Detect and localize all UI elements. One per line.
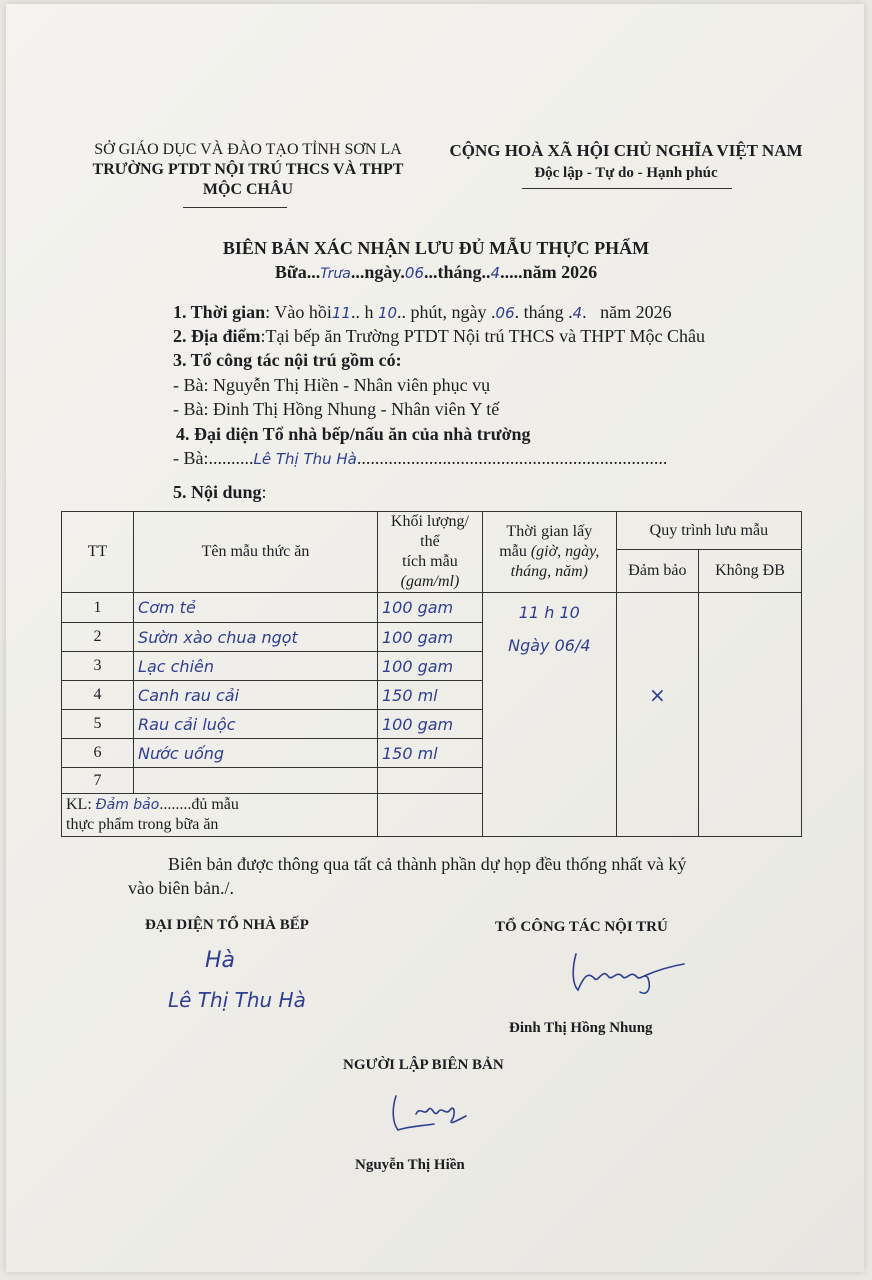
header-left-underline — [183, 207, 287, 208]
boarding-member-name: Đinh Thị Hồng Nhung — [509, 1020, 653, 1036]
section-kitchen-label: 4. Đại diện Tổ nhà bếp/nấu ăn của nhà trường — [176, 424, 531, 444]
table-row: 7 — [62, 768, 802, 794]
ok-cell — [616, 593, 698, 837]
section-location: 2. Địa điểm:Tại bếp ăn Trường PTDT Nội trú THCS và THPT Mộc Châu — [173, 326, 705, 346]
food-weight: 100 gam — [377, 710, 482, 739]
meal-date-line: Bữa...Trưa...ngày.06...tháng..4.....năm 2026 — [274, 262, 598, 282]
kitchen-rep-handwritten-name: Lê Thị Thu Hà — [168, 988, 306, 1012]
ok-mark: × — [649, 683, 666, 707]
kitchen-rep-name: Lê Thị Thu Hà — [253, 450, 357, 468]
food-sample-table — [61, 511, 802, 837]
food-name: Lạc chiên — [134, 652, 378, 681]
minute-value: 10 — [377, 304, 398, 322]
day-value-s1: 06 — [495, 304, 515, 322]
sample-time-cell — [482, 593, 616, 837]
header-sample-time: Thời gian lấy mẫu (giờ, ngày, tháng, năm) — [482, 512, 616, 593]
table-row: 6 Nước uống 150 ml — [62, 739, 802, 768]
closing-line-2: vào biên bản./. — [128, 878, 234, 898]
kitchen-signature: Hà — [205, 948, 236, 973]
kitchen-representative: - Bà:..........Lê Thị Thu Hà..................................................................... — [173, 448, 668, 468]
closing-line-1: Biên bản được thông qua tất cả thành phần dự họp đều thống nhất và ký — [168, 854, 687, 874]
section-team-label: 3. Tổ công tác nội trú gồm có: — [173, 350, 402, 370]
school-name-line2: MỘC CHÂU — [202, 181, 294, 198]
document-title: BIÊN BẢN XÁC NHẬN LƯU ĐỦ MẪU THỰC PHẨM — [222, 238, 650, 258]
food-weight: 100 gam — [377, 593, 482, 623]
month-value-s1: 4 — [572, 304, 583, 322]
department-name: SỞ GIÁO DỤC VÀ ĐÀO TẠO TỈNH SƠN LA — [94, 141, 402, 158]
header-right — [440, 140, 812, 184]
not-ok-cell — [699, 593, 802, 837]
day-value: 06 — [404, 264, 425, 282]
table-row: 1 Cơm tẻ 100 gam 11 h 10 Ngày 06/4 × — [62, 593, 802, 623]
table-row: 2 Sườn xào chua ngọt 100 gam — [62, 623, 802, 652]
boarding-signature-icon — [568, 948, 688, 998]
food-name — [134, 768, 378, 794]
meal-value: Trưa — [320, 266, 351, 282]
month-value: 4 — [490, 264, 501, 282]
sample-time: 11 h 10 — [518, 603, 580, 622]
sample-date: Ngày 06/4 — [508, 636, 591, 655]
conclusion-cell: KL: Đảm bảo........đủ mẫu thực phẩm trong bữa ăn — [62, 794, 378, 837]
recorder-name: Nguyễn Thị Hiền — [355, 1157, 465, 1173]
food-name: Sườn xào chua ngọt — [134, 623, 378, 652]
table-row: 5 Rau cải luộc 100 gam — [62, 710, 802, 739]
kitchen-rep-title: ĐẠI DIỆN TỔ NHÀ BẾP — [145, 917, 309, 933]
header-not-ok: Không ĐB — [699, 550, 802, 593]
food-name: Rau cải luộc — [134, 710, 378, 739]
team-member-1: - Bà: Nguyễn Thị Hiền - Nhân viên phục vụ — [173, 375, 491, 395]
table-row: 3 Lạc chiên 100 gam — [62, 652, 802, 681]
header-right-underline — [522, 188, 732, 189]
hour-value: 11 — [331, 304, 351, 322]
header-left — [62, 140, 434, 200]
header-weight: Khối lượng/ thể tích mẫu (gam/ml) — [377, 512, 482, 593]
school-name-line1: TRƯỜNG PTDT NỘI TRÚ THCS VÀ THPT — [92, 161, 404, 178]
header-food-name: Tên mẫu thức ăn — [134, 512, 378, 593]
country-name: CỘNG HOÀ XÃ HỘI CHỦ NGHĨA VIỆT NAM — [449, 141, 803, 160]
food-weight: 100 gam — [377, 652, 482, 681]
food-name: Nước uống — [134, 739, 378, 768]
recorder-signature-icon — [388, 1092, 470, 1134]
header-process: Quy trình lưu mẫu — [616, 512, 801, 550]
conclusion-value: Đảm bảo — [95, 797, 160, 813]
table-row: 4 Canh rau cải 150 ml — [62, 681, 802, 710]
boarding-team-title: TỔ CÔNG TÁC NỘI TRÚ — [495, 919, 668, 935]
team-member-2: - Bà: Đinh Thị Hồng Nhung - Nhân viên Y tế — [173, 399, 500, 419]
food-name: Canh rau cải — [134, 681, 378, 710]
food-weight — [377, 768, 482, 794]
header-ok: Đảm bảo — [616, 550, 698, 593]
food-weight: 100 gam — [377, 623, 482, 652]
food-name: Cơm tẻ — [134, 593, 378, 623]
section-time: 1. Thời gian: Vào hồi11.. h 10.. phút, ngày .06. tháng .4. năm 2026 — [173, 302, 672, 322]
header-tt: TT — [62, 512, 134, 593]
country-motto: Độc lập - Tự do - Hạnh phúc — [534, 165, 718, 181]
section-content: 5. Nội dung: — [173, 482, 267, 502]
food-weight: 150 ml — [377, 739, 482, 768]
recorder-title: NGƯỜI LẬP BIÊN BẢN — [343, 1057, 504, 1073]
food-weight: 150 ml — [377, 681, 482, 710]
